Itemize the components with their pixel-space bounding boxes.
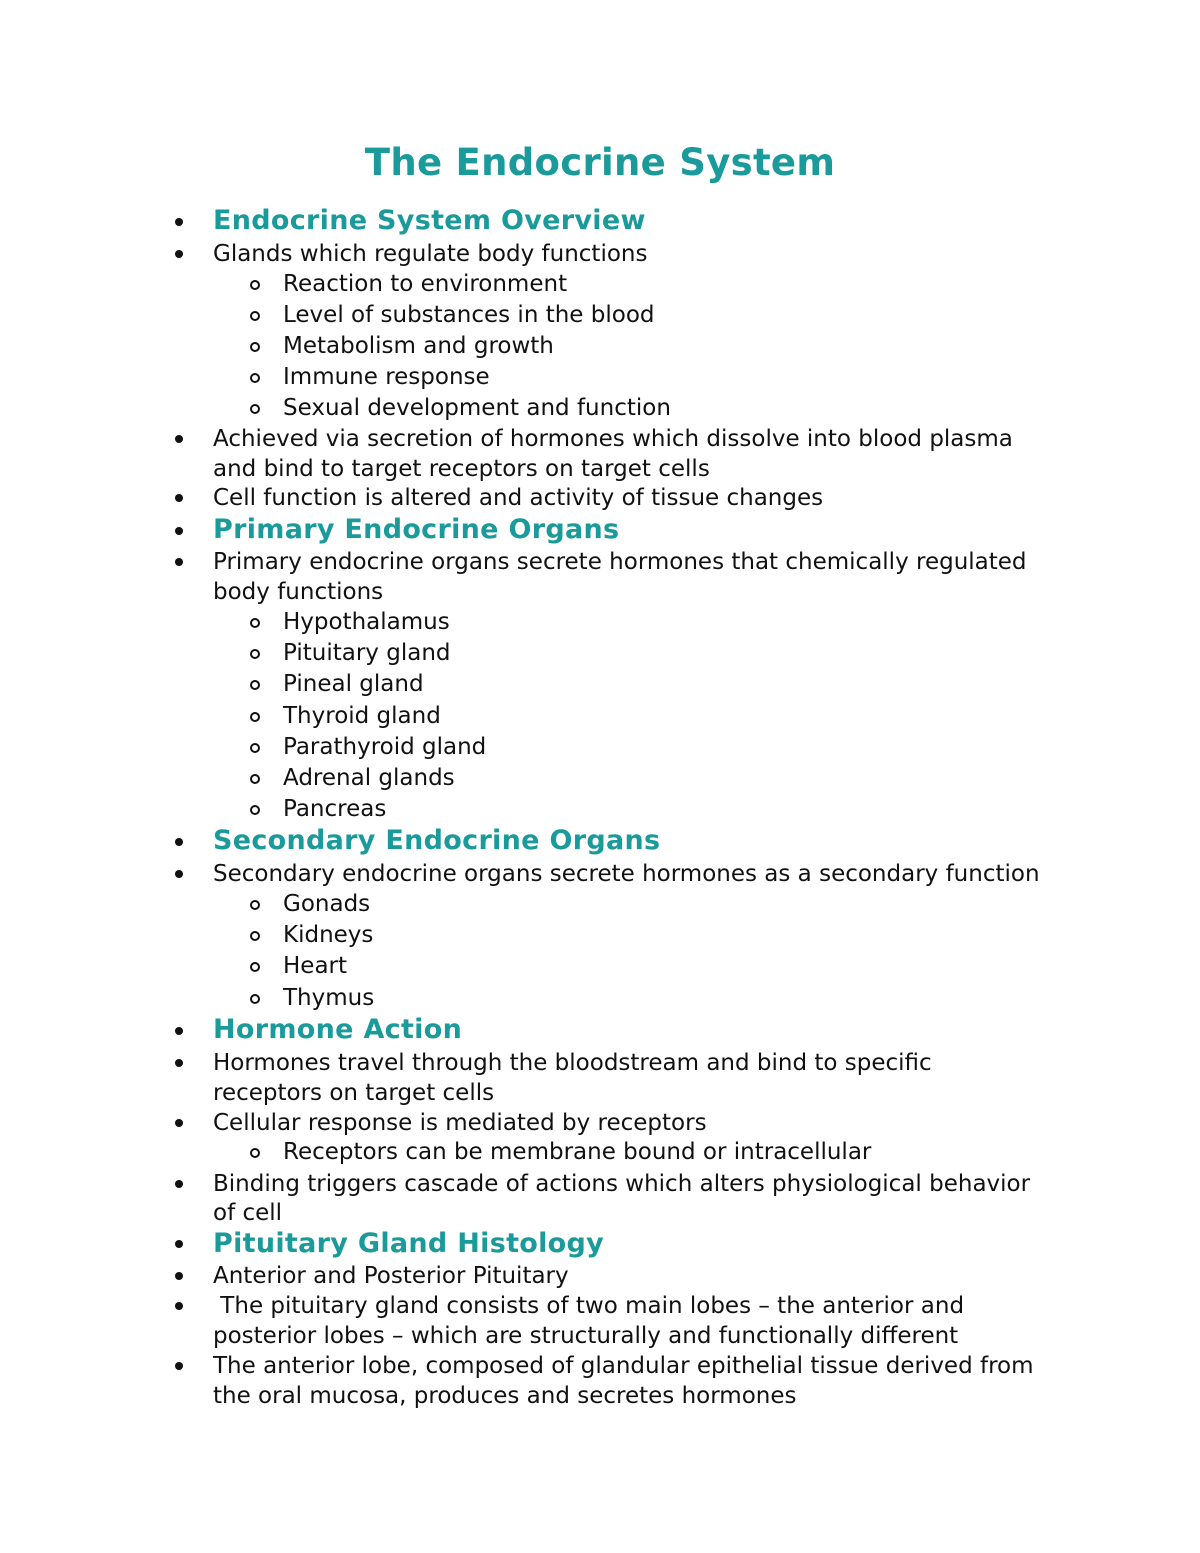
sub-list-item: Reaction to environment [283,271,568,297]
bullet-icon [175,1302,183,1310]
page-title: The Endocrine System [364,141,836,184]
list-item: Binding triggers cascade of actions which alters physiological behavior [213,1171,1031,1197]
section-heading: Primary Endocrine Organs [213,514,620,545]
list-item: Anterior and Posterior Pituitary [213,1263,569,1289]
bullet-icon [175,838,183,846]
hollow-bullet-icon [250,994,260,1004]
hollow-bullet-icon [250,900,260,910]
bullet-icon [175,1059,183,1067]
bullet-icon [175,250,183,258]
list-item: Achieved via secretion of hormones which dissolve into blood plasma [213,426,1013,452]
sub-list-item: Thymus [283,985,375,1011]
list-item: The pituitary gland consists of two main lobes – the anterior and [213,1293,965,1319]
list-item: Cell function is altered and activity of tissue changes [213,485,824,511]
bullet-icon [175,435,183,443]
sub-list-item: Kidneys [283,922,374,948]
hollow-bullet-icon [250,962,260,972]
list-item-continuation: posterior lobes – which are structurally and functionally different [213,1323,959,1349]
sub-list-item: Gonads [283,891,371,917]
hollow-bullet-icon [250,743,260,753]
hollow-bullet-icon [250,805,260,815]
sub-list-item: Pituitary gland [283,640,451,666]
hollow-bullet-icon [250,931,260,941]
list-item: Cellular response is mediated by receptors [213,1110,707,1136]
hollow-bullet-icon [250,712,260,722]
hollow-bullet-icon [250,774,260,784]
list-item: Hormones travel through the bloodstream and bind to specific [213,1050,932,1076]
list-item: Secondary endocrine organs secrete hormones as a secondary function [213,861,1040,887]
sub-list-item: Heart [283,953,348,979]
sub-list-item: Hypothalamus [283,609,450,635]
hollow-bullet-icon [250,311,260,321]
hollow-bullet-icon [250,1148,260,1158]
hollow-bullet-icon [250,618,260,628]
hollow-bullet-icon [250,280,260,290]
list-item-continuation: receptors on target cells [213,1080,495,1106]
bullet-icon [175,1119,183,1127]
sub-list-item: Thyroid gland [283,703,441,729]
bullet-icon [175,1272,183,1280]
hollow-bullet-icon [250,373,260,383]
bullet-icon [175,1027,183,1035]
bullet-icon [175,558,183,566]
sub-list-item: Sexual development and function [283,395,671,421]
sub-list-item: Adrenal glands [283,765,455,791]
hollow-bullet-icon [250,342,260,352]
list-item: Primary endocrine organs secrete hormones that chemically regulated [213,549,1027,575]
section-heading: Endocrine System Overview [213,205,646,236]
bullet-icon [175,494,183,502]
list-item: The anterior lobe, composed of glandular epithelial tissue derived from [213,1353,1034,1379]
bullet-icon [175,870,183,878]
sub-list-item: Pancreas [283,796,387,822]
bullet-icon [175,1362,183,1370]
sub-list-item: Immune response [283,364,490,390]
hollow-bullet-icon [250,649,260,659]
bullet-icon [175,527,183,535]
hollow-bullet-icon [250,404,260,414]
sub-list-item: Pineal gland [283,671,424,697]
list-item-continuation: of cell [213,1200,283,1226]
list-item-continuation: the oral mucosa, produces and secretes hormones [213,1383,797,1409]
section-heading: Pituitary Gland Histology [213,1228,605,1259]
bullet-icon [175,218,183,226]
bullet-icon [175,1180,183,1188]
section-heading: Hormone Action [213,1014,463,1045]
section-heading: Secondary Endocrine Organs [213,825,661,856]
hollow-bullet-icon [250,680,260,690]
sub-list-item: Level of substances in the blood [283,302,655,328]
bullet-icon [175,1240,183,1248]
sub-list-item: Receptors can be membrane bound or intracellular [283,1139,872,1165]
list-item-continuation: body functions [213,579,384,605]
sub-list-item: Metabolism and growth [283,333,554,359]
sub-list-item: Parathyroid gland [283,734,487,760]
list-item: Glands which regulate body functions [213,241,648,267]
list-item-continuation: and bind to target receptors on target cells [213,456,710,482]
